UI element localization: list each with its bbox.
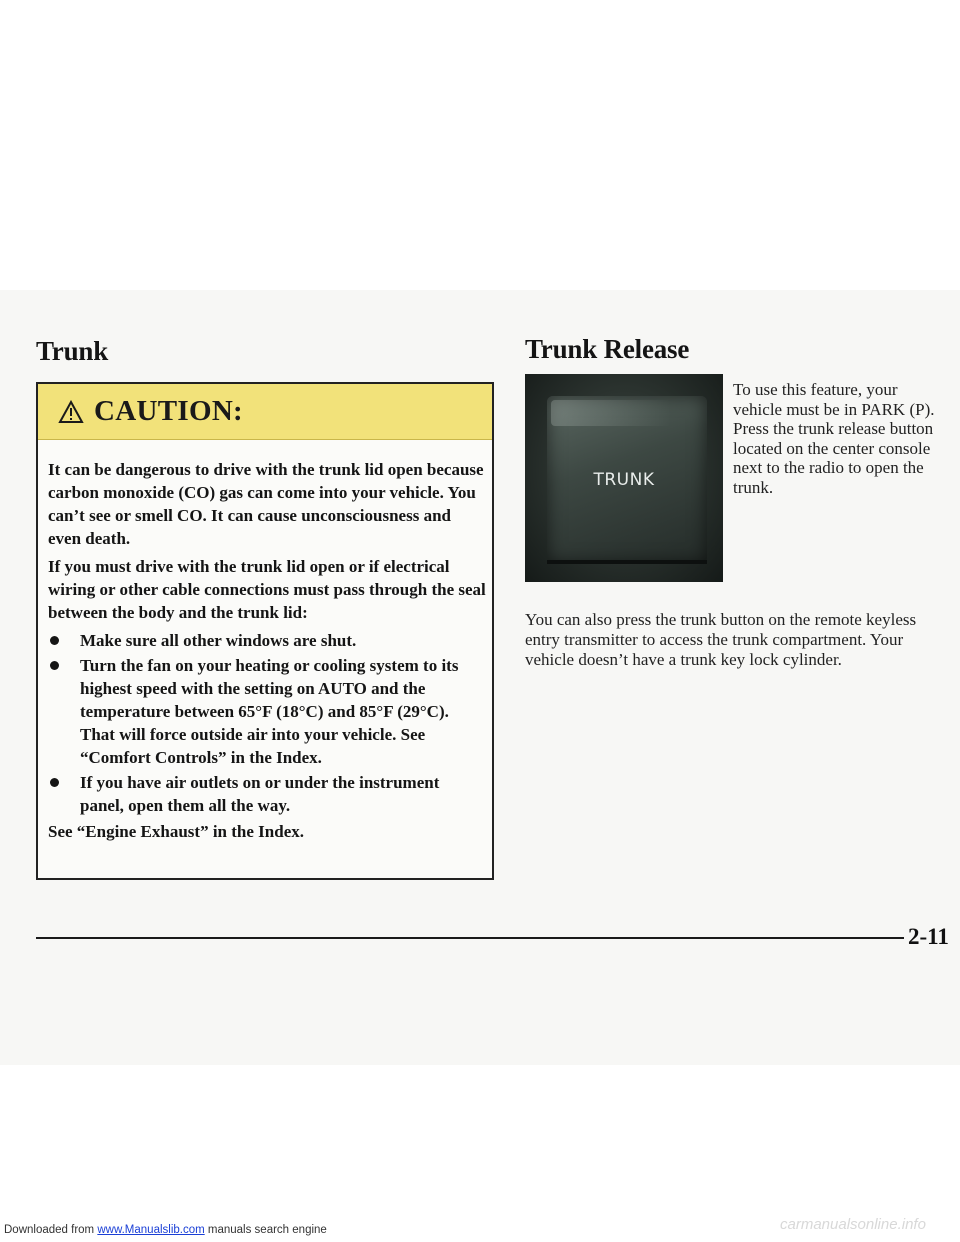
remote-keyless-text: You can also press the trunk button on the remote keyless entry transmitter to access the trunk compartment. Your vehicle doesn’t have a trunk key lock cylinder. xyxy=(525,610,917,669)
page-number: 2-11 xyxy=(908,924,949,949)
download-footer xyxy=(4,1224,327,1236)
caution-closing: See “Engine Exhaust” in the Index. xyxy=(48,822,304,841)
caution-box xyxy=(36,382,494,880)
trunk-heading: Trunk xyxy=(36,336,109,366)
bullet-text: If you have air outlets on or under the instrument panel, open them all the way. xyxy=(80,773,440,815)
footer-rule xyxy=(36,937,904,939)
bullet-icon xyxy=(50,636,59,645)
manualslib-link[interactable]: www.Manualslib.com xyxy=(97,1224,205,1236)
warning-triangle-icon xyxy=(58,400,84,424)
bullet-text: Make sure all other windows are shut. xyxy=(80,631,357,650)
photo-bar xyxy=(547,560,707,564)
trunk-button-photo xyxy=(525,374,723,582)
bullet-text: Turn the fan on your heating or cooling system to its highest speed with the setting on AUTO and the temperature between 65°F (18°C) and 85°F (29°C). That will force outside air into your vehicle. See “Comfort Controls” in the Index. xyxy=(80,656,459,767)
caution-paragraph-2: If you must drive with the trunk lid open or if electrical wiring or other cable connections must pass through the seal between the body and the trunk lid: xyxy=(48,557,486,622)
photo-glint xyxy=(551,400,671,426)
bullet-icon xyxy=(50,661,59,670)
caution-bullet-item xyxy=(48,629,486,652)
caution-body xyxy=(48,458,486,848)
release-instructions: To use this feature, your vehicle must be in PARK (P). Press the trunk release button located on the center console next to the radio to open the trunk. xyxy=(733,380,935,497)
caution-bullet-list xyxy=(48,629,486,817)
watermark: carmanualsonline.info xyxy=(780,1216,926,1233)
caution-banner xyxy=(38,384,492,440)
caution-paragraph-1: It can be dangerous to drive with the trunk lid open because carbon monoxide (CO) gas can come into your vehicle. You can’t see or smell CO. It can cause unconsciousness and even death. xyxy=(48,460,484,548)
caution-label: CAUTION: xyxy=(94,395,244,427)
footer-suffix: manuals search engine xyxy=(204,1224,327,1236)
footer-prefix: Downloaded from xyxy=(4,1224,98,1236)
trunk-release-heading: Trunk Release xyxy=(525,334,690,364)
trunk-button-label: TRUNK xyxy=(593,470,655,490)
bullet-icon xyxy=(50,778,59,787)
caution-bullet-item xyxy=(48,771,486,817)
caution-bullet-item xyxy=(48,654,486,769)
